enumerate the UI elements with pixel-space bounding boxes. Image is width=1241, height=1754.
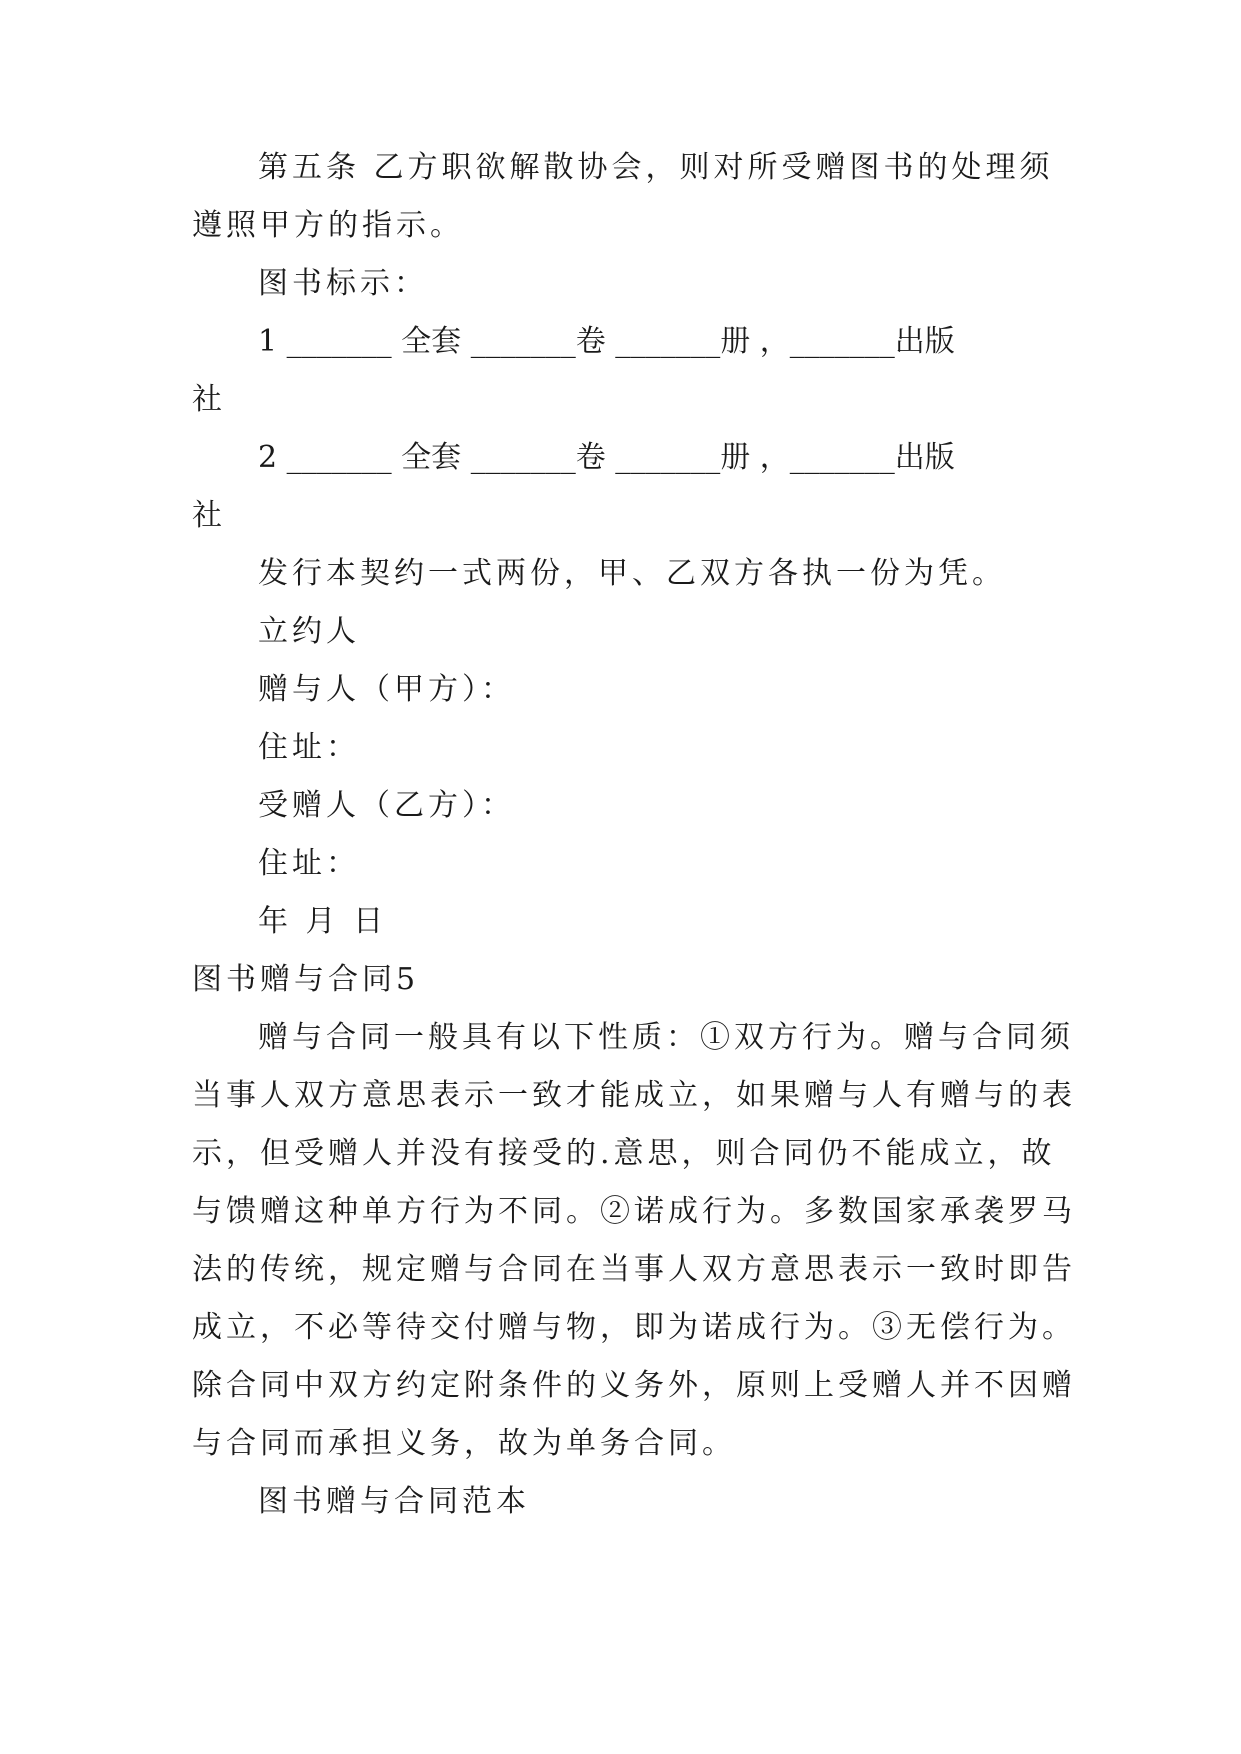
book-label-heading: 图书标示： [258,266,428,301]
book-entry-1: 1 _______ 全套 _______卷 _______册 ，_______出版 [258,324,955,359]
donee-label: 受赠人（乙方）： [258,788,515,823]
donor-address-label: 住址： [258,730,360,765]
clause-five-line-2: 遵照甲方的指示。 [192,208,464,243]
donor-label: 赠与人（甲方）： [258,672,515,707]
body-line-1: 赠与合同一般具有以下性质：①双方行为。赠与合同须 [258,1020,1074,1055]
signatories-heading: 立约人 [258,614,360,649]
body-line-7: 除合同中双方约定附条件的义务外，原则上受赠人并不因赠 [192,1368,1076,1403]
body-line-4: 与馈赠这种单方行为不同。②诺成行为。多数国家承袭罗马 [192,1194,1076,1229]
book-entry-1-wrap: 社 [192,382,222,417]
body-line-5: 法的传统，规定赠与合同在当事人双方意思表示一致时即告 [192,1252,1076,1287]
body-line-2: 当事人双方意思表示一致才能成立，如果赠与人有赠与的表 [192,1078,1076,1113]
clause-five-line-1: 第五条 乙方职欲解散协会，则对所受赠图书的处理须 [258,150,1054,185]
copies-statement: 发行本契约一式两份，甲、乙双方各执一份为凭。 [258,556,1006,591]
body-line-8: 与合同而承担义务，故为单务合同。 [192,1426,736,1461]
donee-address-label: 住址： [258,846,360,881]
book-entry-2: 2 _______ 全套 _______卷 _______册 ，_______出版 [258,440,955,475]
date-line: 年 月 日 [258,904,388,939]
template-heading: 图书赠与合同范本 [258,1484,530,1519]
body-line-6: 成立，不必等待交付赠与物，即为诺成行为。③无偿行为。 [192,1310,1076,1345]
body-line-3: 示，但受赠人并没有接受的.意思，则合同仍不能成立，故 [192,1136,1056,1171]
book-entry-2-wrap: 社 [192,498,222,533]
section-title: 图书赠与合同5 [192,962,420,997]
